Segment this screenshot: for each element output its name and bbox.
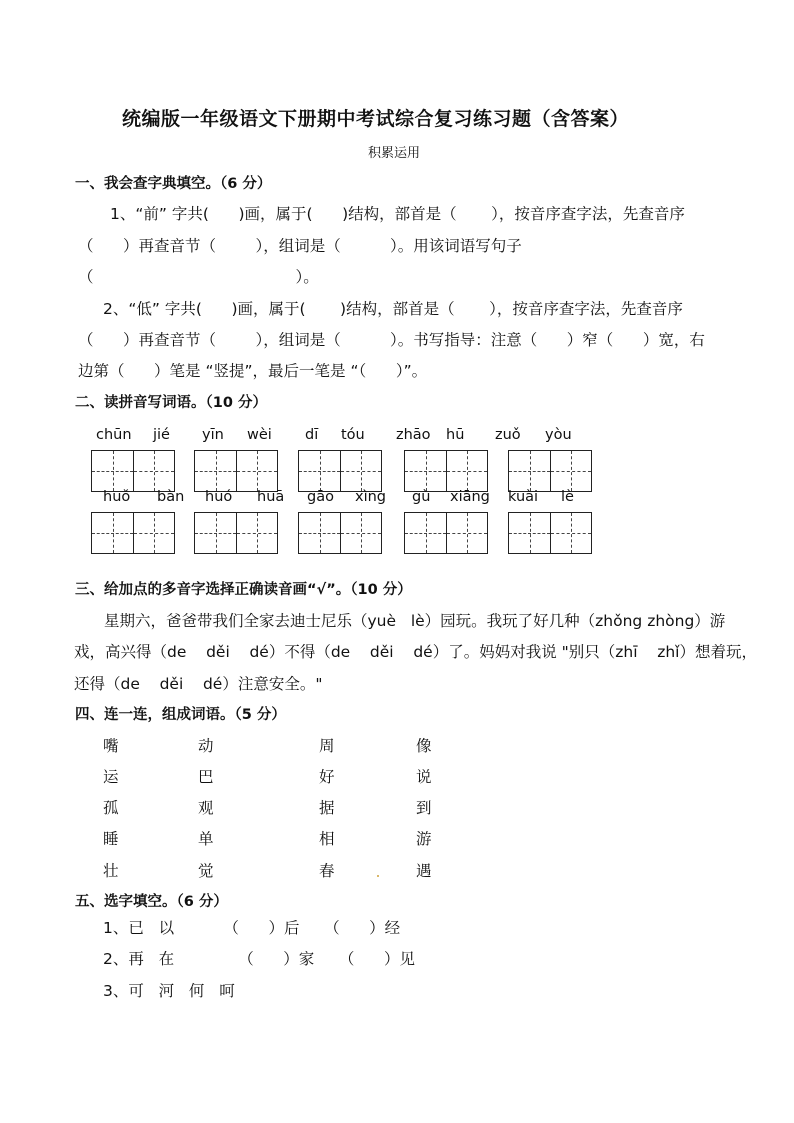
match-char[interactable]: 说: [416, 768, 432, 786]
s3-line-1: 星期六，爸爸带我们全家去迪士尼乐（yuè lè）园玩。我玩了好几种（zhǒng zhòng）游: [104, 612, 726, 630]
writing-grid[interactable]: [91, 512, 175, 554]
s1-line-3: （ ）。: [78, 268, 319, 286]
s1-line-1: 1、“前” 字共( )画，属于( )结构，部首是（ ），按音序查字法，先查音序: [110, 205, 685, 223]
match-char[interactable]: 游: [416, 830, 432, 848]
match-char[interactable]: 据: [319, 799, 335, 817]
pinyin-label: zhāo: [396, 427, 431, 443]
pinyin-label: xiāng: [450, 489, 490, 505]
pinyin-label: chūn: [96, 427, 132, 443]
section-5-heading: 五、选字填空。（6 分）: [75, 894, 228, 910]
match-char[interactable]: 遇: [416, 862, 432, 880]
pinyin-label: yīn: [202, 427, 224, 443]
pinyin-label: hū: [446, 427, 465, 443]
page-subtitle: 积累运用: [368, 146, 421, 161]
writing-grid[interactable]: [404, 512, 488, 554]
match-char[interactable]: 睡: [103, 830, 119, 848]
writing-grid[interactable]: [298, 512, 382, 554]
match-char[interactable]: 观: [198, 799, 214, 817]
match-char[interactable]: 到: [416, 799, 432, 817]
match-char[interactable]: 巴: [198, 768, 214, 786]
pinyin-label: yòu: [545, 427, 572, 443]
s3-line-2: 戏，高兴得（de děi dé）不得（de děi dé）了。妈妈对我说 "别只（zhī zhǐ）想着玩，: [74, 643, 757, 661]
match-char[interactable]: 觉: [198, 862, 214, 880]
match-char[interactable]: 周: [319, 737, 335, 755]
scan-speck: [377, 875, 379, 877]
s1-line-6: 边第（ ）笔是 “竖提”，最后一笔是 “（ ）”。: [78, 362, 428, 380]
match-char[interactable]: 春: [319, 862, 335, 880]
match-char[interactable]: 单: [198, 830, 214, 848]
section-2-heading: 二、读拼音写词语。（10 分）: [75, 395, 267, 411]
writing-grid[interactable]: [404, 450, 488, 492]
match-char[interactable]: 相: [319, 830, 335, 848]
s1-line-4: 2、“低” 字共( )画，属于( )结构，部首是（ ），按音序查字法，先查音序: [103, 300, 683, 318]
match-char[interactable]: 动: [198, 737, 214, 755]
pinyin-label: wèi: [247, 427, 272, 443]
section-3-heading: 三、给加点的多音字选择正确读音画“√”。（10 分）: [75, 582, 412, 598]
s3-line-3: 还得（de děi dé）注意安全。": [74, 675, 323, 693]
pinyin-label: tóu: [341, 427, 365, 443]
section-4-heading: 四、连一连，组成词语。（5 分）: [75, 707, 286, 723]
writing-grid[interactable]: [508, 450, 592, 492]
match-char[interactable]: 运: [103, 768, 119, 786]
section-1-heading: 一、我会查字典填空。（6 分）: [75, 176, 272, 192]
s1-line-2: （ ）再查音节（ ），组词是（ ）。用该词语写句子: [78, 237, 522, 255]
pinyin-label: zuǒ: [495, 427, 521, 443]
pinyin-label: gāo: [307, 489, 334, 505]
pinyin-label: huó: [205, 489, 233, 505]
match-char[interactable]: 嘴: [103, 737, 119, 755]
writing-grid[interactable]: [194, 512, 278, 554]
writing-grid[interactable]: [508, 512, 592, 554]
page-title: 统编版一年级语文下册期中考试综合复习练习题（含答案）: [122, 108, 630, 130]
match-char[interactable]: 壮: [103, 862, 119, 880]
pinyin-label: lè: [561, 489, 574, 505]
writing-grid[interactable]: [194, 450, 278, 492]
pinyin-label: bàn: [157, 489, 185, 505]
match-char[interactable]: 好: [319, 768, 335, 786]
pinyin-label: dī: [305, 427, 319, 443]
pinyin-label: gù: [412, 489, 431, 505]
pinyin-label: jié: [153, 427, 170, 443]
writing-grid[interactable]: [91, 450, 175, 492]
pinyin-label: huā: [257, 489, 285, 505]
s1-line-5: （ ）再查音节（ ），组词是（ ）。书写指导：注意（ ）窄（ ）宽，右: [78, 331, 705, 349]
writing-grid[interactable]: [298, 450, 382, 492]
pinyin-label: xìng: [355, 489, 387, 505]
s5-line-2: 2、再 在 （ ）家 （ ）见: [103, 950, 415, 968]
pinyin-label: huǒ: [103, 489, 131, 505]
s5-line-3: 3、可 河 何 呵: [103, 982, 235, 1000]
s5-line-1: 1、已 以 （ ）后 （ ）经: [103, 919, 401, 937]
match-char[interactable]: 孤: [103, 799, 119, 817]
pinyin-label: kuài: [508, 489, 539, 505]
match-char[interactable]: 像: [416, 737, 432, 755]
